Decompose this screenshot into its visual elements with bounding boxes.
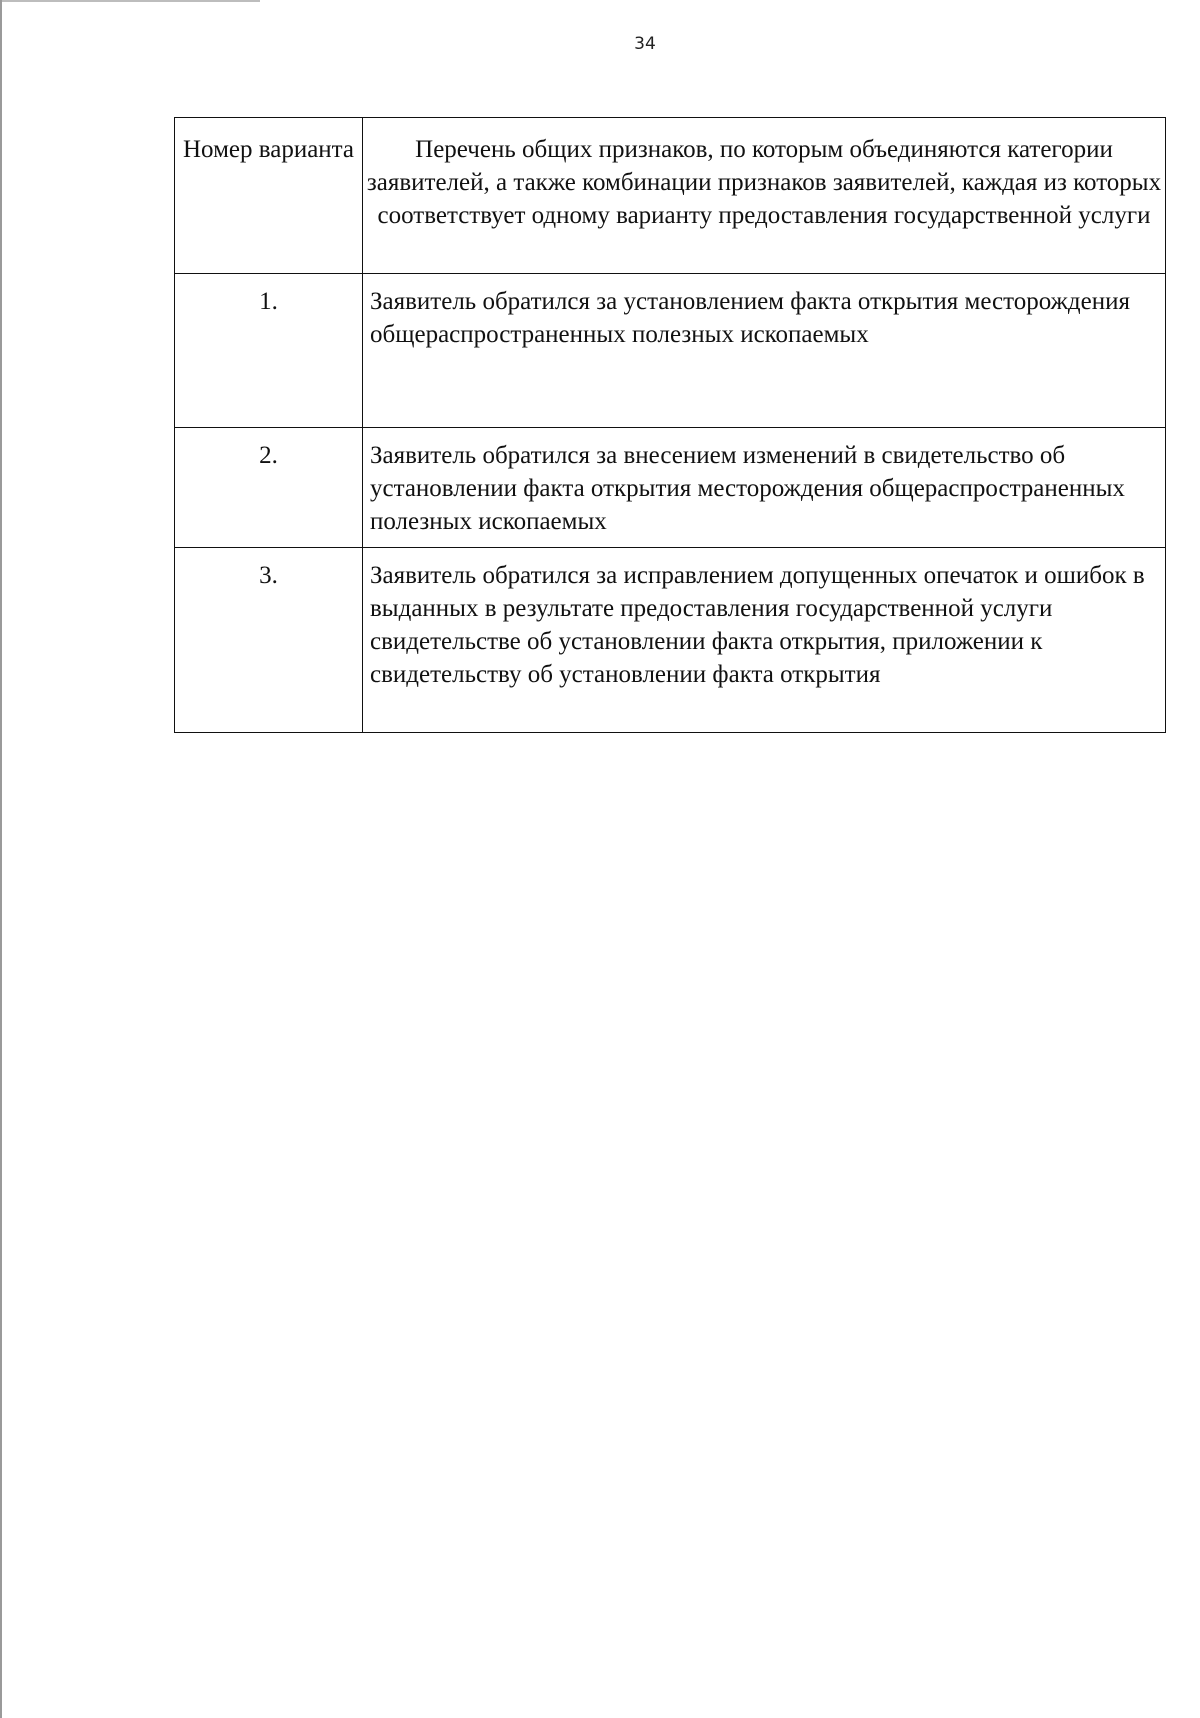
header-variant-number-text: Номер варианта [183,136,354,163]
row-description: Заявитель обратился за исправлением допущенных опечаток и ошибок в выданных в результате предоставления государственной услуги свидетельстве об установлении факта открытия, приложении к свидетельству об установлении факта открытия [370,562,1145,688]
table-row [175,428,1166,548]
row-number: 3. [259,562,278,589]
row-number: 1. [259,288,278,315]
table-row [175,548,1166,733]
header-description-text: Перечень общих признаков, по которым объединяются категории заявителей, а также комбинации признаков заявителей, каждая из которых соответствует одному варианту предоставления государственной услуги [366,136,1162,229]
variants-table [174,117,1166,733]
table-row [175,274,1166,428]
table-header-row [175,118,1166,274]
row-number-cell [175,428,363,548]
row-description-cell [363,274,1166,428]
scan-edge-left [0,0,2,1718]
header-variant-number [175,118,363,274]
row-description: Заявитель обратился за установлением факта открытия месторождения общераспространенных полезных ископаемых [370,288,1130,348]
page-number: 34 [634,34,656,54]
row-number-cell [175,274,363,428]
row-description-cell [363,428,1166,548]
row-description-cell [363,548,1166,733]
scan-edge-top [0,0,260,2]
row-number-cell [175,548,363,733]
row-number: 2. [259,442,278,469]
header-description [363,118,1166,274]
row-description: Заявитель обратился за внесением изменений в свидетельство об установлении факта открытия месторождения общераспространенных полезных ископаемых [370,442,1125,535]
